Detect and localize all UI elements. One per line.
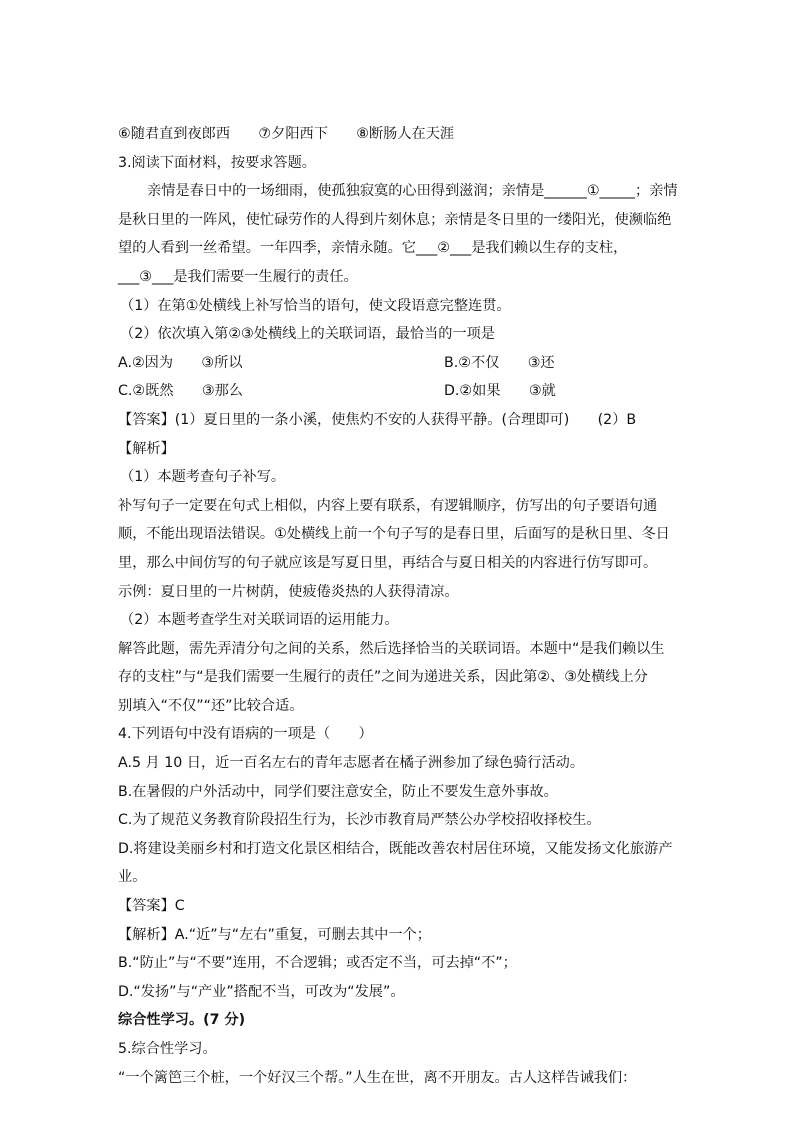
analysis-3-part-2-title: （2）本题考查学生对关联词语的运用能力。 <box>120 612 399 629</box>
section-heading: 综合性学习。(7 分) <box>118 1012 246 1029</box>
question-3-title: 3.阅读下面材料，按要求答题。 <box>118 154 316 171</box>
option-c: C.②既然 ③那么 <box>118 383 243 400</box>
analysis-3-part-1-title: （1）本题考查句子补写。 <box>120 469 286 486</box>
analysis-3-text-6: 别填入“不仅”“还”比较合适。 <box>118 697 304 714</box>
analysis-3-text-1: 补写句子一定要在句式上相似，内容上要有联系，有逻辑顺序，仿写出的句子要语句通 <box>118 497 658 514</box>
document-body <box>118 120 678 1092</box>
question-4-option-d-cont: 业。 <box>118 869 147 886</box>
poem-line: ⑥随君直到夜郎西 ⑦夕阳西下 ⑧断肠人在天涯 <box>118 126 455 142</box>
passage-line-3: 望的人看到一丝希望。一年四季，亲情永随。它___②___是我们赖以生存的支柱， <box>118 240 628 257</box>
question-4-title: 4.下列语句中没有语病的一项是（ ） <box>118 726 373 743</box>
sub-question-2: （2）依次填入第②③处横线上的关联词语，最恰当的一项是 <box>120 326 495 343</box>
option-b: B.②不仅 ③还 <box>444 354 555 371</box>
analysis-3-example: 示例：夏日里的一片树荫，使疲倦炎热的人获得清凉。 <box>118 583 459 600</box>
passage-line-2: 是秋日里的一阵风，使忙碌劳作的人得到片刻休息；亲情是冬日里的一缕阳光，使濒临绝 <box>118 211 672 228</box>
analysis-3-text-2: 顺，不能出现语法错误。①处横线上前一个句子写的是春日里，后面写的是秋日里、冬日 <box>118 526 670 543</box>
options-row-cd <box>118 377 678 406</box>
analysis-4-d: D.“发扬”与“产业”搭配不当，可改为“发展”。 <box>118 983 405 1000</box>
question-5-title: 5.综合性学习。 <box>118 1041 217 1057</box>
answer-4: 【答案】C <box>118 898 185 915</box>
question-5-text: “一个篱笆三个桩，一个好汉三个帮。”人生在世，离不开朋友。古人这样告诫我们： <box>118 1069 637 1086</box>
answer-3: 【答案】(1）夏日里的一条小溪，使焦灼不安的人获得平静。(合理即可) (2）B <box>118 411 637 428</box>
analysis-4-a: 【解析】A.“近”与“左右”重复，可删去其中一个； <box>118 926 431 943</box>
analysis-3-text-5: 存的支柱”与“是我们需要一生履行的责任”之间为递进关系，因此第②、③处横线上分 <box>118 669 648 686</box>
question-4-option-b: B.在暑假的户外活动中，同学们要注意安全，防止不要发生意外事故。 <box>118 783 558 800</box>
analysis-heading-3: 【解析】 <box>118 440 175 457</box>
sub-question-1: （1）在第①处横线上补写恰当的语句，使文段语意完整连贯。 <box>120 297 511 314</box>
passage-line-4: ___③___是我们需要一生履行的责任。 <box>118 268 358 285</box>
option-d: D.②如果 ③就 <box>444 383 556 400</box>
question-4-option-d: D.将建设美丽乡村和打造文化景区相结合，既能改善农村居住环境，又能发扬文化旅游产 <box>118 840 673 857</box>
analysis-3-text-3: 里，那么中间仿写的句子就应该是写夏日里，再结合与夏日相关的内容进行仿写即可。 <box>118 554 658 571</box>
question-4-option-a: A.5 月 10 日，近一百名左右的青年志愿者在橘子洲参加了绿色骑行活动。 <box>118 755 585 772</box>
analysis-4-b: B.“防止”与“不要”连用，不合逻辑；或否定不当，可去掉“不”； <box>118 955 517 972</box>
option-a: A.②因为 ③所以 <box>118 354 243 371</box>
analysis-3-text-4: 解答此题，需先弄清分句之间的关系，然后选择恰当的关联词语。本题中“是我们赖以生 <box>118 640 665 657</box>
options-row-ab <box>118 349 678 378</box>
passage-line-1: 亲情是春日中的一场细雨，使孤独寂寞的心田得到滋润；亲情是______①_____；亲情 <box>147 183 678 200</box>
question-4-option-c: C.为了规范义务教育阶段招生行为，长沙市教育局严禁公办学校招收择校生。 <box>118 812 601 829</box>
